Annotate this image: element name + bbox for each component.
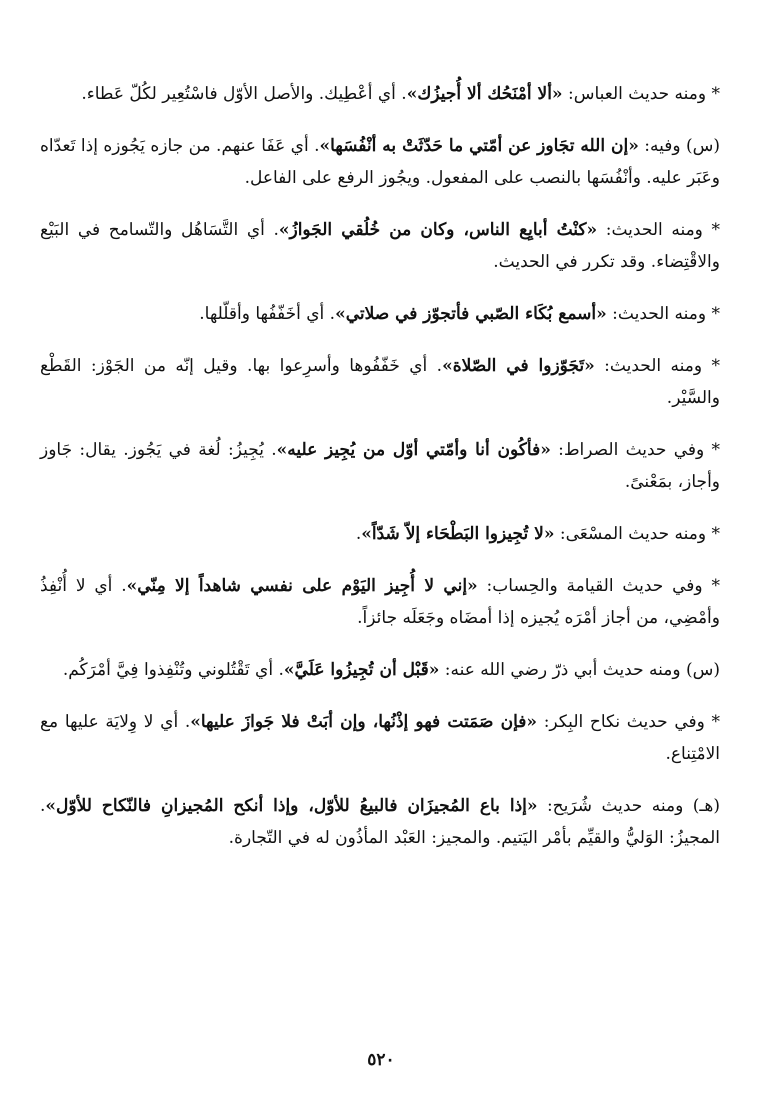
entry-jawaz-khuluq <box>40 214 720 278</box>
hadith-quote: «قَبْل أن تُجِيزُوا عَلَيَّ» <box>283 660 440 680</box>
entry-qiyama-hisab <box>40 570 720 634</box>
entry-intro: * ومنه حديث العباس: <box>562 84 720 104</box>
entry-explanation: . المجيزُ: الوَليُّ والقيِّم بأمْر اليَتيم. والمجيز: العَبْد المأذُون له في التّجارة. <box>40 796 720 848</box>
entry-tajawaz-ummati <box>40 130 720 194</box>
entry-abbas <box>40 78 720 110</box>
hadith-quote: «فإن صَمَتت فهو إذْنُها، وإن أبَتْ فلا جَوازَ عليها» <box>190 712 538 732</box>
entry-bukaa-sabi <box>40 298 720 330</box>
entry-intro: * وفي حديث القيامة والحِساب: <box>477 576 720 596</box>
page-number: ٥٢٠ <box>367 1050 395 1070</box>
entry-explanation: . أي لا أُنْفِذُ وأمْضِي، من أجاز أمْرَه يُجيزه إذا أمضَاه وجَعَلَه جائزاً. <box>40 576 720 628</box>
entry-masaa <box>40 518 720 550</box>
entry-intro: * وفي حديث نكاح البِكر: <box>537 712 720 732</box>
hadith-quote: «ألا أمْنَحُك ألا أُجيزُك» <box>406 84 563 104</box>
entry-intro: * ومنه الحديث: <box>597 220 720 240</box>
entry-explanation: . أي تَقْتُلوني وتُنْفِذوا فِيَّ أمْرَكُم. <box>62 660 284 680</box>
entry-explanation: . أي أعْطِيك. والأصل الأوّل فاسْتُعِير لكُلّ عَطاء. <box>81 84 407 104</box>
hadith-quote: «إذا باع المُجيزَان فالبيعُ للأوّل، وإذا أنكح المُجيزانِ فالنّكاح للأوّل» <box>45 796 538 816</box>
entry-intro: (س) ومنه حديث أبي ذرّ رضي الله عنه: <box>439 660 720 680</box>
entry-explanation: . أي أخَفّفُها وأقلّلها. <box>199 304 336 324</box>
entry-explanation: . أي خَفّفُوها وأسرِعوا بها. وقيل إنّه من الجَوْز: القَطْع والسَّيْر. <box>40 356 720 408</box>
entry-explanation: . أي التَّسَاهُل والتّسامح في البَيْع والاقْتِضاء. وقد تكرر في الحديث. <box>40 220 720 272</box>
hadith-quote: «كنْتُ أبايِع الناس، وكان من خُلُقي الجَوازُ» <box>278 220 598 240</box>
entry-intro: * ومنه الحديث: <box>594 356 720 376</box>
dictionary-page <box>40 78 720 874</box>
entry-intro: (هـ) ومنه حديث شُرَيح: <box>537 796 720 816</box>
hadith-quote: «لا تُجِيزوا البَطْحَاء إلاّ شَدّاً» <box>361 524 555 544</box>
entry-intro: * ومنه حديث المسْعَى: <box>554 524 720 544</box>
entry-explanation: . أي لا وِلايَة عليها مع الامْتِناع. <box>40 712 720 764</box>
entry-nikah-bikr <box>40 706 720 770</box>
hadith-quote: «أسمع بُكَاء الصّبي فأتجوّز في صلاتي» <box>335 304 607 324</box>
hadith-quote: «تَجَوّزوا في الصّلاة» <box>442 356 595 376</box>
hadith-quote: «إني لا أُجِيز اليَوْم على نفسي شاهداً إلا مِنّي» <box>126 576 478 596</box>
entry-explanation: . <box>355 524 362 544</box>
hadith-quote: «فأكُون أنا وأمّتي أوّل من يُجِيز عليه» <box>276 440 551 460</box>
entry-sirat <box>40 434 720 498</box>
hadith-quote: «إن الله تجَاوز عن أمّتي ما حَدّثَتْ به أنْفُسَها» <box>319 136 639 156</box>
entry-tajawwazu-salat <box>40 350 720 414</box>
entry-explanation: . يُجِيزُ: لُغة في يَجُوز. يقال: جَاوز وأجاز، بمَعْنىً. <box>40 440 720 492</box>
entry-intro: (س) وفيه: <box>638 136 720 156</box>
entry-explanation: . أي عَفَا عنهم. من جازه يَجُوزه إذا تَعدّاه وعَبَر عليه. وأنْفُسَها بالنصب على المفعول. ويجُوز الرفع على الفاعل. <box>40 136 720 188</box>
entry-abu-dharr <box>40 654 720 686</box>
entry-intro: * وفي حديث الصراط: <box>550 440 720 460</box>
entry-intro: * ومنه الحديث: <box>606 304 720 324</box>
entry-shurayh <box>40 790 720 854</box>
